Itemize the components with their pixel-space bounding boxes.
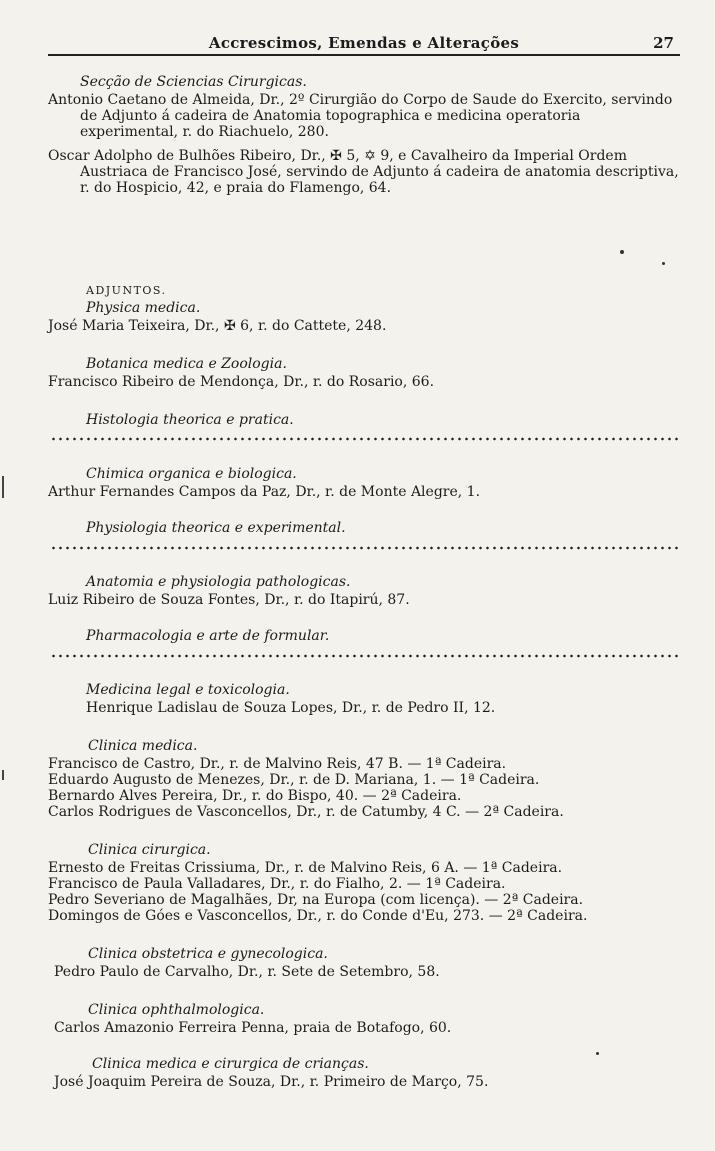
section-title-clinica-ophthalmologica: Clinica ophthalmologica.: [88, 1002, 265, 1018]
entry-pedro-severiano: Pedro Severiano de Magalhães, Dr, na Europa (com licença). — 2ª Cadeira.: [48, 892, 584, 908]
section-title-anatomia-pathologicas: Anatomia e physiologia pathologicas.: [86, 574, 351, 590]
scan-speck: [662, 262, 665, 265]
entry-jose-joaquim: José Joaquim Pereira de Souza, Dr., r. Primeiro de Março, 75.: [54, 1074, 489, 1090]
dotted-leader: [50, 545, 678, 551]
section-title-medicina-legal: Medicina legal e toxicologia.: [86, 682, 290, 698]
page-number: 27: [653, 34, 674, 52]
section-title-chimica: Chimica organica e biologica.: [86, 466, 297, 482]
entry-francisco-de-castro: Francisco de Castro, Dr., r. de Malvino Reis, 47 B. — 1ª Cadeira.: [48, 756, 507, 772]
entry-text: Oscar Adolpho de Bulhões Ribeiro, Dr., ✠ 5, ✡ 9, e Cavalheiro da Imperial Ordem Austriaca de Francisco José, servindo de Adjunto á cadeira de anatomia descriptiva, r. do Hospicio, 42, e praia do Flamengo, 64.: [48, 148, 679, 196]
entry-arthur-fernandes: Arthur Fernandes Campos da Paz, Dr., r. de Monte Alegre, 1.: [48, 484, 481, 500]
page-header-title: Accrescimos, Emendas e Alterações: [208, 34, 520, 52]
entry-bernardo-alves: Bernardo Alves Pereira, Dr., r. do Bispo, 40. — 2ª Cadeira.: [48, 788, 462, 804]
section-title-clinica-criancas: Clinica medica e cirurgica de crianças.: [92, 1056, 369, 1072]
scan-speck: [620, 250, 624, 254]
entry-francisco-ribeiro: Francisco Ribeiro de Mendonça, Dr., r. do Rosario, 66.: [48, 374, 435, 390]
entry-luiz-ribeiro: Luiz Ribeiro de Souza Fontes, Dr., r. do Itapirú, 87.: [48, 592, 410, 608]
section-title-histologia: Histologia theorica e pratica.: [86, 412, 294, 428]
scan-speck: [596, 1052, 599, 1055]
section-title-clinica-cirurgica: Clinica cirurgica.: [88, 842, 211, 858]
entry-domingos-de-goes: Domingos de Góes e Vasconcellos, Dr., r. do Conde d'Eu, 273. — 2ª Cadeira.: [48, 908, 588, 924]
entry-jose-maria-teixeira: José Maria Teixeira, Dr., ✠ 6, r. do Cattete, 248.: [48, 318, 387, 334]
section-title-clinica-obstetrica: Clinica obstetrica e gynecologica.: [88, 946, 328, 962]
dotted-leader: [50, 653, 678, 659]
scan-mark: [2, 476, 4, 498]
adjuntos-heading: ADJUNTOS.: [86, 284, 167, 297]
entry-francisco-de-paula: Francisco de Paula Valladares, Dr., r. do Fialho, 2. — 1ª Cadeira.: [48, 876, 506, 892]
section-title-clinica-medica: Clinica medica.: [88, 738, 198, 754]
dotted-leader: [50, 436, 678, 442]
section-title-botanica: Botanica medica e Zoologia.: [86, 356, 287, 372]
section-title-pharmacologia: Pharmacologia e arte de formular.: [86, 628, 330, 644]
entry-henrique-ladislau: Henrique Ladislau de Souza Lopes, Dr., r. de Pedro II, 12.: [86, 700, 496, 716]
header-rule: [48, 54, 680, 56]
entry-pedro-paulo: Pedro Paulo de Carvalho, Dr., r. Sete de Setembro, 58.: [54, 964, 440, 980]
running-header: [48, 30, 680, 56]
entry-oscar-adolpho: [48, 148, 680, 196]
entry-antonio-caetano: [48, 92, 680, 140]
entry-ernesto-de-freitas: Ernesto de Freitas Crissiuma, Dr., r. de Malvino Reis, 6 A. — 1ª Cadeira.: [48, 860, 563, 876]
section-title-physiologia: Physiologia theorica e experimental.: [86, 520, 346, 536]
entry-eduardo-augusto: Eduardo Augusto de Menezes, Dr., r. de D. Mariana, 1. — 1ª Cadeira.: [48, 772, 540, 788]
entry-carlos-rodrigues: Carlos Rodrigues de Vasconcellos, Dr., r. de Catumby, 4 C. — 2ª Cadeira.: [48, 804, 564, 820]
entry-text: Antonio Caetano de Almeida, Dr., 2º Cirurgião do Corpo de Saude do Exercito, servindo de Adjunto á cadeira de Anatomia topographica e medicina operatoria experimental, r. do Riachuelo, 280.: [48, 92, 673, 140]
scan-mark: [2, 770, 4, 780]
entry-carlos-amazonio: Carlos Amazonio Ferreira Penna, praia de Botafogo, 60.: [54, 1020, 452, 1036]
section-title-physica-medica: Physica medica.: [86, 300, 201, 316]
section-title-sciencias-cirurgicas: Secção de Sciencias Cirurgicas.: [80, 74, 307, 90]
